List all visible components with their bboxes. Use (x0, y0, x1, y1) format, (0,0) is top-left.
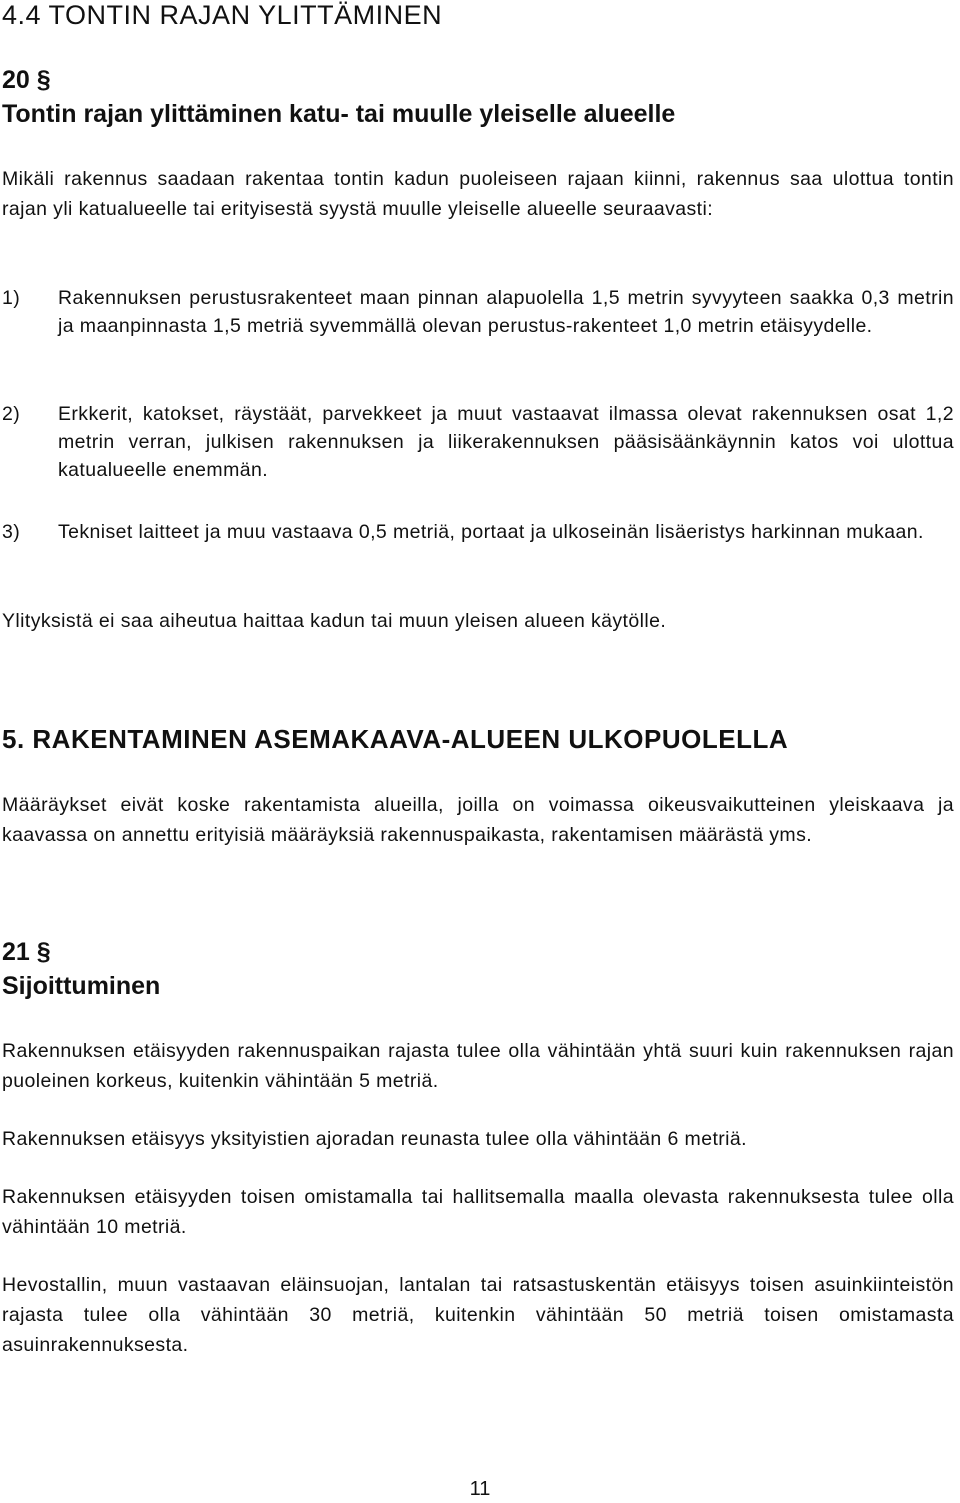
paragraph-20-closing: Ylityksistä ei saa aiheutua haittaa kadun tai muun yleisen alueen käytölle. (2, 610, 667, 632)
list-item-3-text: Tekniset laitteet ja muu vastaava 0,5 metriä, portaat ja ulkoseinän lisäeristys harkinnan mukaan. (58, 521, 924, 543)
section-heading-4-4: 4.4 TONTIN RAJAN YLITTÄMINEN (2, 0, 443, 30)
paragraph-21-text-1: Rakennuksen etäisyyden rakennuspaikan rajasta tulee olla vähintään yhtä suuri kuin rakennuksen rajan puoleinen korkeus, kuitenkin vähintään 5 metriä. (2, 1040, 954, 1092)
paragraph-20-intro: Mikäli rakennus saadaan rakentaa tontin kadun puoleiseen rajaan kiinni, rakennus saa ulottua tontin rajan yli katualueelle tai erityisestä syystä muulle yleiselle alueelle seuraavasti: (2, 168, 954, 220)
list-item-2-text: Erkkerit, katokset, räystäät, parvekkeet ja muut vastaavat ilmassa olevat rakennuksen osat 1,2 metrin verran, julkisen rakennuksen ja liikerakennuksen pääsisäänkäynnin katos voi ulottua katualueelle enemmän. (58, 403, 954, 481)
page-number: 11 (469, 1478, 491, 1500)
list-item-2 (2, 400, 954, 484)
list-item-2-number: 2) (2, 403, 21, 425)
list-item-3 (2, 518, 954, 546)
paragraph-title-21: Sijoittuminen (2, 972, 161, 1000)
list-item-1 (2, 284, 954, 340)
paragraph-21-text-4: Hevostallin, muun vastaavan eläinsuojan, lantalan tai ratsastuskentän etäisyys toisen asuinkiinteistön rajasta tulee olla vähintään 30 metriä, kuitenkin vähintään 50 metriä toisen omistamasta asuinrakennuksesta. (2, 1274, 954, 1356)
paragraph-21-text-2: Rakennuksen etäisyys yksityistien ajoradan reunasta tulee olla vähintään 6 metriä. (2, 1128, 747, 1150)
list-item-1-text: Rakennuksen perustusrakenteet maan pinnan alapuolella 1,5 metrin syvyyteen saakka 0,3 metrin ja maanpinnasta 1,5 metriä syvemmällä olevan perustus-rakenteet 1,0 metrin etäisyydelle. (58, 287, 954, 337)
paragraph-number-20: 20 § (2, 66, 51, 94)
section-heading-5: 5. RAKENTAMINEN ASEMAKAAVA-ALUEEN ULKOPUOLELLA (2, 724, 789, 754)
section-5-intro: Määräykset eivät koske rakentamista alueilla, joilla on voimassa oikeusvaikutteinen yleiskaava ja kaavassa on annettu erityisiä määräyksiä rakennuspaikasta, rakentamisen määrästä yms. (2, 794, 954, 846)
list-item-3-number: 3) (2, 521, 21, 543)
paragraph-title-20: Tontin rajan ylittäminen katu- tai muulle yleiselle alueelle (2, 100, 676, 128)
paragraph-21-text-3: Rakennuksen etäisyyden toisen omistamalla tai hallitsemalla maalla olevasta rakennuksesta tulee olla vähintään 10 metriä. (2, 1186, 954, 1238)
paragraph-number-21: 21 § (2, 938, 51, 966)
list-item-1-number: 1) (2, 287, 21, 309)
